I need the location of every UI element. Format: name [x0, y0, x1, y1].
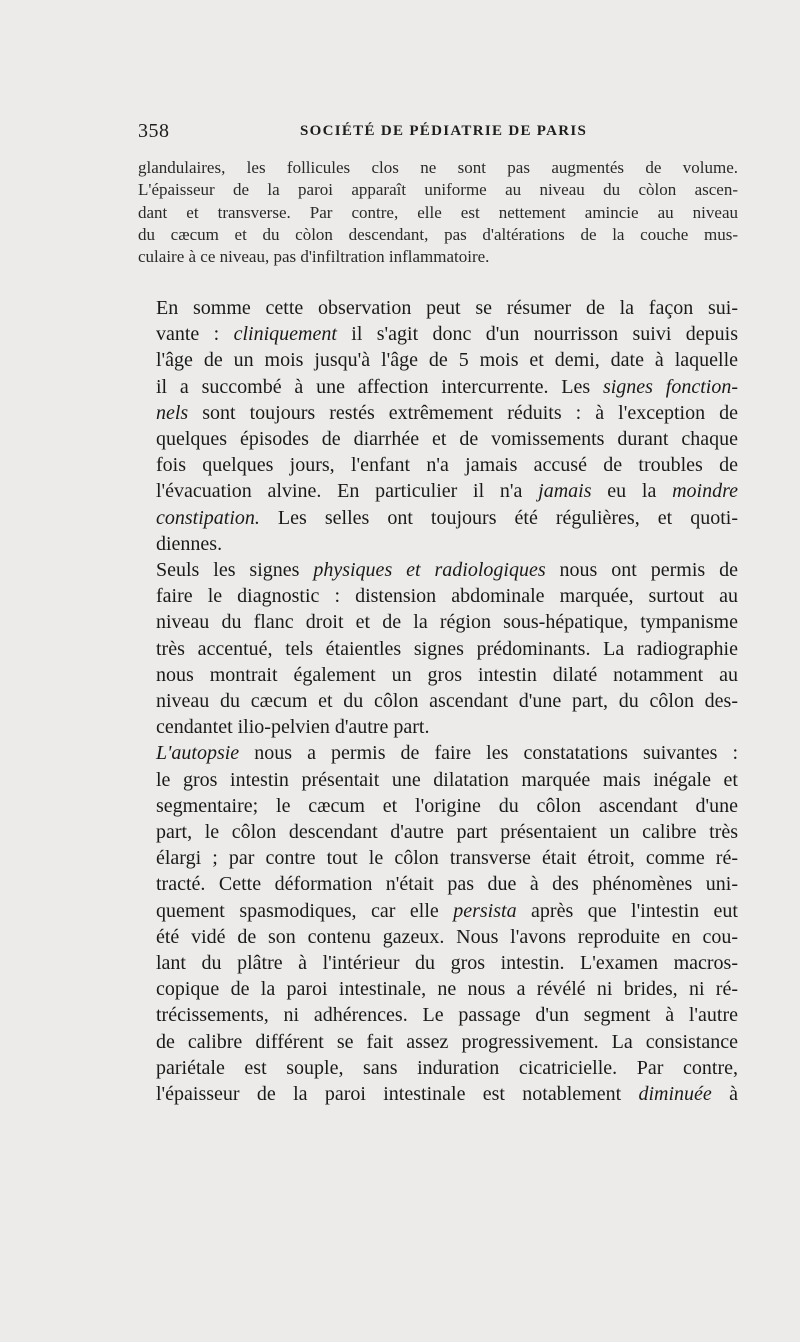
text-line: il a succombé à une affection intercurrente. Les signes fonction- [156, 375, 738, 398]
text-line: L'autopsie nous a permis de faire les constatations suivantes : [156, 742, 738, 765]
text-line: tracté. Cette déformation n'était pas due à des phénomènes uni- [156, 873, 738, 896]
text-line: diennes. [156, 532, 223, 555]
intro-line: glandulaires, les follicules clos ne sont pas augmentés de volume. [138, 158, 738, 177]
intro-text [138, 157, 738, 268]
paragraph-summary [138, 295, 738, 557]
text-line: constipation. Les selles ont toujours été régulières, et quoti- [156, 506, 738, 529]
intro-paragraph [138, 157, 738, 268]
text-line: trécissements, ni adhérences. Le passage d'un segment à l'autre [156, 1004, 738, 1027]
paragraph-autopsy [138, 740, 738, 1107]
text-line: En somme cette observation peut se résumer de la façon sui- [156, 297, 738, 319]
text-line: très accentué, tels étaientles signes prédominants. La radiographie [156, 637, 738, 660]
body-text [138, 295, 738, 1107]
text-line: été vidé de son contenu gazeux. Nous l'avons reproduite en cou- [156, 925, 738, 948]
text-line: niveau du flanc droit et de la région sous-hépatique, tympanisme [156, 611, 738, 634]
text-line: faire le diagnostic : distension abdominale marquée, surtout au [156, 585, 738, 608]
text-line: niveau du cæcum et du côlon ascendant d'une part, du côlon des- [156, 690, 738, 713]
text-line: vante : cliniquement il s'agit donc d'un nourrisson suivi depuis [156, 323, 739, 346]
text-line: l'âge de un mois jusqu'à l'âge de 5 mois et demi, date à laquelle [156, 349, 738, 372]
text-line: quement spasmodiques, car elle persista après que l'intestin eut [156, 899, 738, 922]
text-line: fois quelques jours, l'enfant n'a jamais accusé de troubles de [156, 454, 738, 477]
intro-line: du cæcum et du còlon descendant, pas d'altérations de la couche mus- [138, 224, 738, 244]
text-line: de calibre différent se fait assez progressivement. La consistance [156, 1030, 738, 1053]
text-line: Seuls les signes physiques et radiologiques nous ont permis de [156, 559, 738, 582]
text-line: copique de la paroi intestinale, ne nous a révélé ni brides, ni ré- [156, 978, 738, 1001]
intro-line: L'épaisseur de la paroi apparaît uniforme au niveau du còlon ascen- [138, 180, 738, 200]
text-line: élargi ; par contre tout le côlon transverse était étroit, comme ré- [156, 847, 738, 870]
text-line: nous montrait également un gros intestin dilaté notamment au [156, 663, 738, 686]
running-title: SOCIÉTÉ DE PÉDIATRIE DE PARIS [300, 123, 588, 139]
text-line: l'évacuation alvine. En particulier il n'a jamais eu la moindre [156, 480, 739, 503]
text-line: cendantet ilio-pelvien d'autre part. [156, 716, 430, 739]
intro-line: dant et transverse. Par contre, elle est nettement amincie au niveau [138, 202, 738, 222]
text-line: part, le côlon descendant d'autre part présentaient un calibre très [156, 821, 738, 844]
text-line: segmentaire; le cæcum et l'origine du côlon ascendant d'une [156, 794, 738, 817]
text-line: l'épaisseur de la paroi intestinale est notablement diminuée à [156, 1083, 738, 1106]
paragraph-signs [138, 557, 738, 740]
page-number: 358 [138, 120, 170, 142]
text-line: quelques épisodes de diarrhée et de vomissements durant chaque [156, 428, 738, 451]
text-line: pariétale est souple, sans induration cicatricielle. Par contre, [156, 1056, 738, 1079]
text-line: le gros intestin présentait une dilatation marquée mais inégale et [156, 768, 738, 791]
text-line: nels sont toujours restés extrêmement réduits : à l'exception de [156, 401, 738, 424]
text-line: lant du plâtre à l'intérieur du gros intestin. L'examen macros- [156, 952, 738, 975]
page-header [138, 120, 738, 144]
intro-line: culaire à ce niveau, pas d'infiltration inflammatoire. [138, 247, 490, 267]
